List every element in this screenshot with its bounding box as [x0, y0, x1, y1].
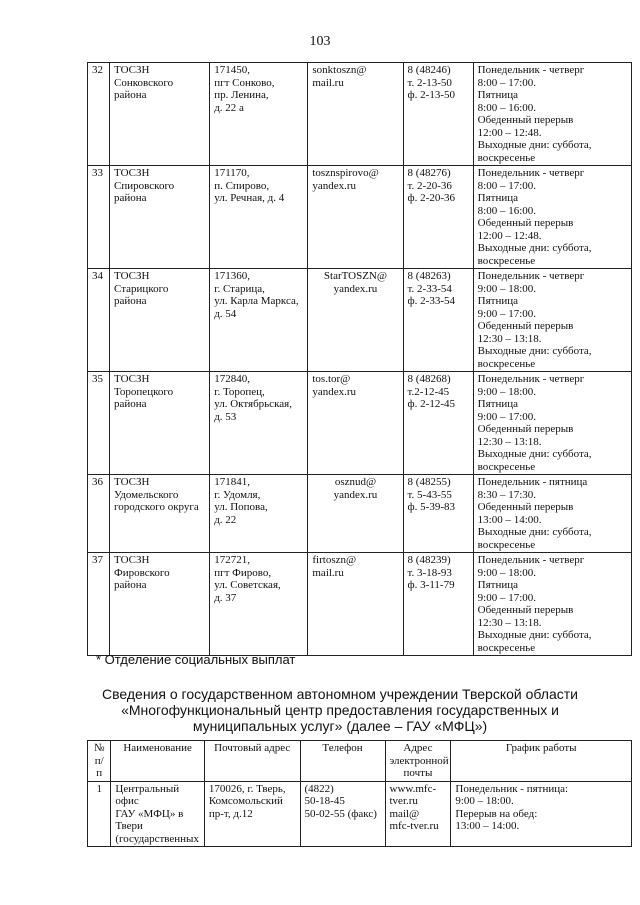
office-name: ТОСЗН Сонковского района — [110, 63, 210, 166]
office-number: 35 — [88, 372, 110, 475]
office-name: ТОСЗН Старицкого района — [110, 269, 210, 372]
table-row — [88, 63, 632, 166]
section-title: Сведения о государственном автономном учреждении Тверской области «Многофункциональный центр предоставления государственных и муниципальных услуг» (далее – ГАУ «МФЦ») — [102, 686, 578, 734]
office-email: StarTOSZN@ yandex.ru — [308, 269, 403, 372]
mfc-address: 170026, г. Тверь, Комсомольский пр-т, д.12 — [204, 781, 300, 847]
office-email: osznud@ yandex.ru — [308, 475, 403, 553]
table-row — [88, 372, 632, 475]
office-number: 34 — [88, 269, 110, 372]
table-header-row — [88, 741, 632, 782]
office-address: 172721, пгт Фирово, ул. Советская, д. 37 — [210, 553, 308, 656]
office-schedule: Понедельник - четверг 8:00 – 17:00. Пятница 8:00 – 16:00. Обеденный перерыв 12:00 – 12:48. Выходные дни: суббота, воскресенье — [473, 166, 631, 269]
office-phone: 8 (48276) т. 2-20-36 ф. 2-20-36 — [403, 166, 473, 269]
table-row — [88, 166, 632, 269]
header-name: Наименование — [111, 741, 205, 782]
header-email: Адрес электронной почты — [385, 741, 451, 782]
mfc-table — [87, 740, 632, 847]
office-phone: 8 (48263) т. 2-33-54 ф. 2-33-54 — [403, 269, 473, 372]
office-number: 32 — [88, 63, 110, 166]
page-number: 103 — [309, 34, 331, 49]
table-row — [88, 269, 632, 372]
mfc-name: Центральный офис ГАУ «МФЦ» в Твери (государственных — [111, 781, 205, 847]
office-schedule: Понедельник - четверг 8:00 – 17:00. Пятница 8:00 – 16:00. Обеденный перерыв 12:00 – 12:48. Выходные дни: суббота, воскресенье — [473, 63, 631, 166]
header-address: Почтовый адрес — [204, 741, 300, 782]
office-email: sonktoszn@ mail.ru — [308, 63, 403, 166]
table-row — [88, 475, 632, 553]
office-name: ТОСЗН Фировского района — [110, 553, 210, 656]
office-address: 171360, г. Старица, ул. Карла Маркса, д. 54 — [210, 269, 308, 372]
office-email: tosznspirovo@ yandex.ru — [308, 166, 403, 269]
office-schedule: Понедельник - пятница 8:30 – 17:30. Обеденный перерыв 13:00 – 14:00. Выходные дни: суббота, воскресенье — [473, 475, 631, 553]
mfc-schedule: Понедельник - пятница: 9:00 – 18:00. Перерыв на обед: 13:00 – 14:00. — [451, 781, 632, 847]
header-schedule: График работы — [451, 741, 632, 782]
office-schedule: Понедельник - четверг 9:00 – 18:00. Пятница 9:00 – 17:00. Обеденный перерыв 12:30 – 13:18. Выходные дни: суббота, воскресенье — [473, 269, 631, 372]
office-address: 171450, пгт Сонково, пр. Ленина, д. 22 а — [210, 63, 308, 166]
footnote: * Отделение социальных выплат — [96, 652, 296, 667]
office-schedule: Понедельник - четверг 9:00 – 18:00. Пятница 9:00 – 17:00. Обеденный перерыв 12:30 – 13:18. Выходные дни: суббота, воскресенье — [473, 553, 631, 656]
office-name: ТОСЗН Спировского района — [110, 166, 210, 269]
table-row — [88, 781, 632, 847]
office-address: 171170, п. Спирово, ул. Речная, д. 4 — [210, 166, 308, 269]
table-row — [88, 553, 632, 656]
office-address: 172840, г. Торопец, ул. Октябрьская, д. 53 — [210, 372, 308, 475]
office-address: 171841, г. Удомля, ул. Попова, д. 22 — [210, 475, 308, 553]
office-phone: 8 (48255) т. 5-43-55 ф. 5-39-83 — [403, 475, 473, 553]
mfc-phone: (4822) 50-18-45 50-02-55 (факс) — [300, 781, 385, 847]
office-phone: 8 (48246) т. 2-13-50 ф. 2-13-50 — [403, 63, 473, 166]
office-phone: 8 (48239) т. 3-18-93 ф. 3-11-79 — [403, 553, 473, 656]
header-num: № п/п — [88, 741, 111, 782]
office-number: 36 — [88, 475, 110, 553]
office-number: 37 — [88, 553, 110, 656]
office-number: 33 — [88, 166, 110, 269]
office-email: tos.tor@ yandex.ru — [308, 372, 403, 475]
office-name: ТОСЗН Удомельского городского округа — [110, 475, 210, 553]
mfc-email: www.mfc- tver.ru mail@ mfc-tver.ru — [385, 781, 451, 847]
offices-table — [87, 62, 632, 656]
office-phone: 8 (48268) т.2-12-45 ф. 2-12-45 — [403, 372, 473, 475]
office-schedule: Понедельник - четверг 9:00 – 18:00. Пятница 9:00 – 17:00. Обеденный перерыв 12:30 – 13:18. Выходные дни: суббота, воскресенье — [473, 372, 631, 475]
mfc-number: 1 — [88, 781, 111, 847]
office-email: firtoszn@ mail.ru — [308, 553, 403, 656]
header-phone: Телефон — [300, 741, 385, 782]
office-name: ТОСЗН Торопецкого района — [110, 372, 210, 475]
